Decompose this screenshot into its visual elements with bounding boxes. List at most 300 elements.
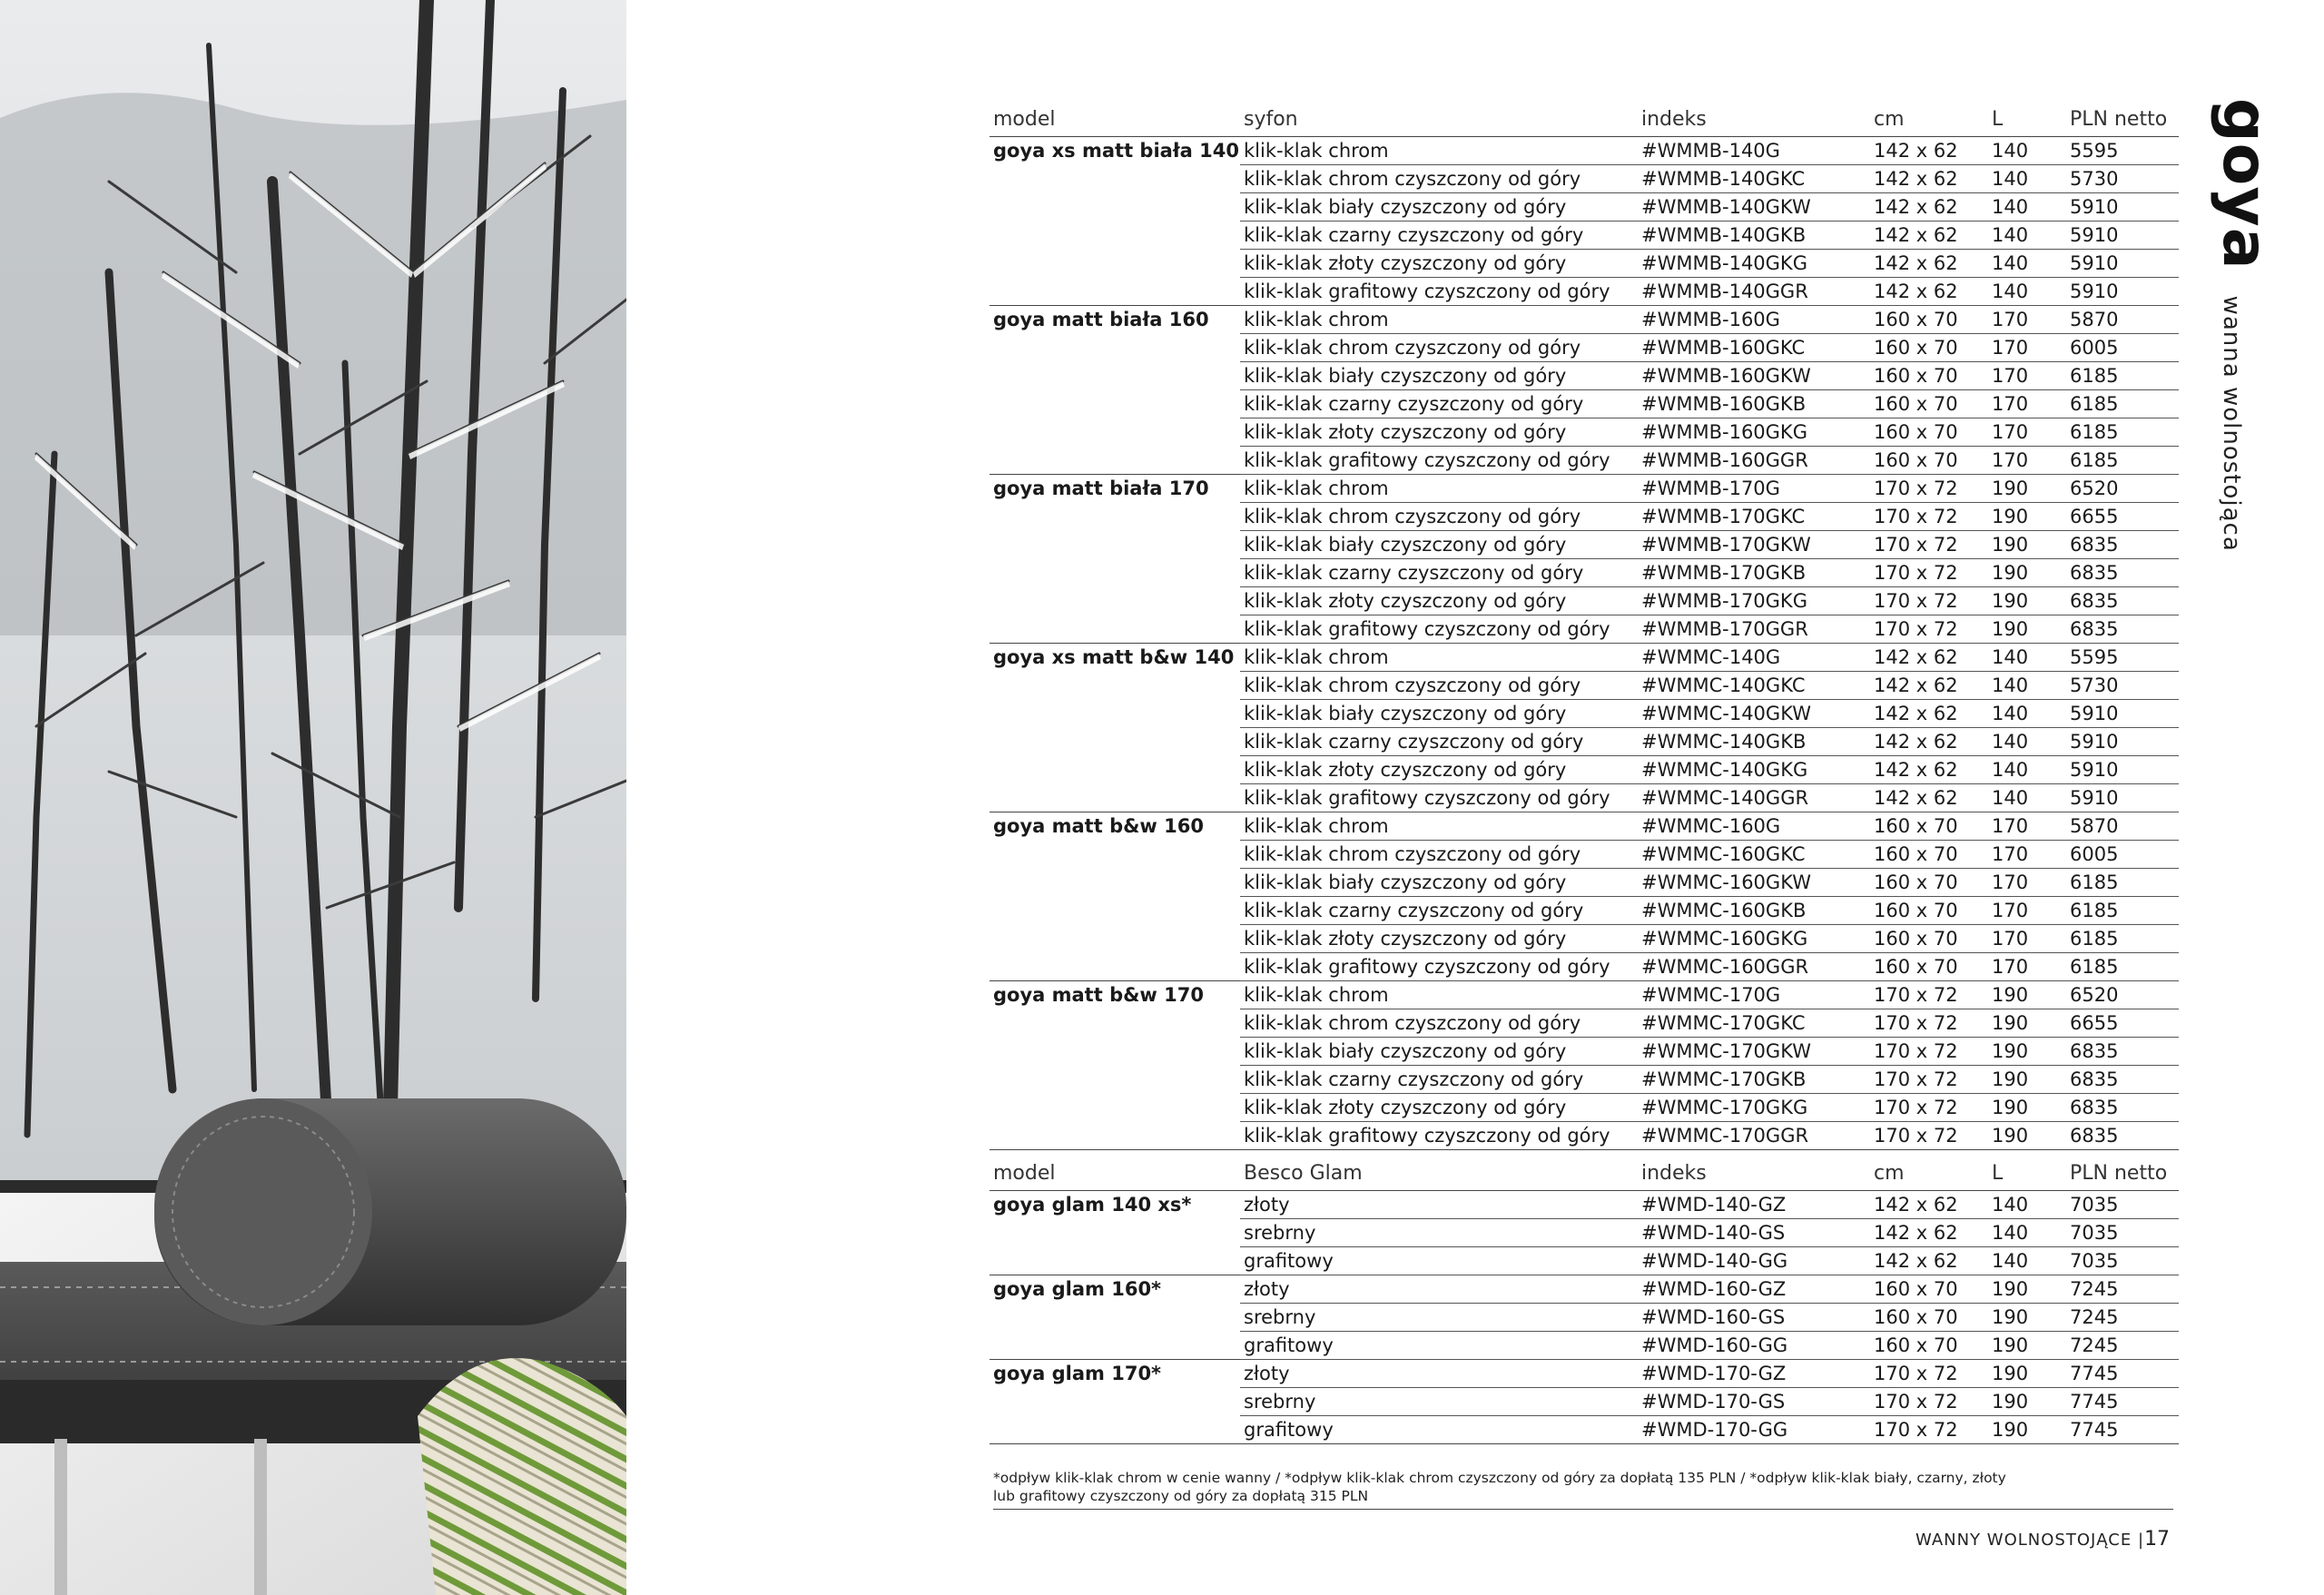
index-cell: #WMMC-140GKB: [1638, 728, 1870, 756]
volume-cell: 170: [1988, 925, 2066, 953]
model-cell: [990, 1219, 1240, 1247]
index-cell: #WMMB-140GGR: [1638, 278, 1870, 306]
index-cell: #WMMC-160GGR: [1638, 953, 1870, 981]
table-row: [990, 1304, 2179, 1332]
price-cell: 6005: [2066, 334, 2179, 362]
index-cell: #WMMC-160GKG: [1638, 925, 1870, 953]
syfon-cell: grafitowy: [1240, 1247, 1638, 1275]
size-cell: 142 x 62: [1870, 1191, 1988, 1219]
table-row: [990, 615, 2179, 644]
volume-cell: 140: [1988, 137, 2066, 165]
index-cell: #WMMB-140GKC: [1638, 165, 1870, 193]
volume-cell: 190: [1988, 1009, 2066, 1038]
table-row: [990, 812, 2179, 841]
index-cell: #WMMC-160GKB: [1638, 897, 1870, 925]
size-cell: 170 x 72: [1870, 981, 1988, 1009]
index-cell: #WMMC-160GKW: [1638, 869, 1870, 897]
syfon-cell: złoty: [1240, 1360, 1638, 1388]
table-row: [990, 390, 2179, 418]
table-row: [990, 756, 2179, 784]
syfon-cell: klik-klak złoty czyszczony od góry: [1240, 418, 1638, 447]
size-cell: 170 x 72: [1870, 615, 1988, 644]
footnote-line-1: *odpływ klik-klak chrom w cenie wanny / *odpływ klik-klak chrom czyszczony od góry za dopłatą 135 PLN / *odpływ klik-klak biały, czarny, złoty: [993, 1470, 2006, 1486]
price-cell: 7035: [2066, 1219, 2179, 1247]
price-cell: 6655: [2066, 503, 2179, 531]
column-header: Besco Glam: [1240, 1157, 1638, 1191]
syfon-cell: klik-klak złoty czyszczony od góry: [1240, 1094, 1638, 1122]
table-row: [990, 503, 2179, 531]
syfon-cell: grafitowy: [1240, 1416, 1638, 1444]
model-cell: [990, 925, 1240, 953]
price-cell: 5910: [2066, 756, 2179, 784]
volume-cell: 140: [1988, 672, 2066, 700]
price-cell: 6835: [2066, 1066, 2179, 1094]
index-cell: #WMD-170-GS: [1638, 1388, 1870, 1416]
volume-cell: 140: [1988, 193, 2066, 222]
index-cell: #WMMC-140GGR: [1638, 784, 1870, 812]
index-cell: #WMMB-160GKG: [1638, 418, 1870, 447]
table-row: [990, 1247, 2179, 1275]
size-cell: 160 x 70: [1870, 841, 1988, 869]
size-cell: 170 x 72: [1870, 503, 1988, 531]
volume-cell: 140: [1988, 644, 2066, 672]
size-cell: 170 x 72: [1870, 1094, 1988, 1122]
table-row: [990, 278, 2179, 306]
volume-cell: 140: [1988, 1219, 2066, 1247]
price-cell: 6835: [2066, 587, 2179, 615]
index-cell: #WMD-160-GS: [1638, 1304, 1870, 1332]
size-cell: 160 x 70: [1870, 447, 1988, 475]
price-cell: 6835: [2066, 531, 2179, 559]
price-cell: 5595: [2066, 137, 2179, 165]
brand-subtitle: wanna wolnostojąca: [2218, 295, 2245, 552]
syfon-cell: klik-klak grafitowy czyszczony od góry: [1240, 1122, 1638, 1150]
table-row: [990, 334, 2179, 362]
size-cell: 160 x 70: [1870, 897, 1988, 925]
table-row: [990, 644, 2179, 672]
price-cell: 7745: [2066, 1416, 2179, 1444]
table-row: [990, 1275, 2179, 1304]
syfon-cell: klik-klak chrom czyszczony od góry: [1240, 165, 1638, 193]
index-cell: #WMMC-140GKG: [1638, 756, 1870, 784]
price-cell: 5910: [2066, 250, 2179, 278]
volume-cell: 170: [1988, 841, 2066, 869]
syfon-cell: klik-klak złoty czyszczony od góry: [1240, 587, 1638, 615]
syfon-cell: klik-klak biały czyszczony od góry: [1240, 362, 1638, 390]
model-cell: [990, 1038, 1240, 1066]
model-cell: goya matt b&w 160: [990, 812, 1240, 841]
table-row: [990, 531, 2179, 559]
size-cell: 160 x 70: [1870, 1304, 1988, 1332]
table-row: [990, 362, 2179, 390]
volume-cell: 140: [1988, 250, 2066, 278]
syfon-cell: klik-klak grafitowy czyszczony od góry: [1240, 784, 1638, 812]
size-cell: 160 x 70: [1870, 869, 1988, 897]
syfon-cell: klik-klak chrom czyszczony od góry: [1240, 334, 1638, 362]
price-cell: 6835: [2066, 559, 2179, 587]
size-cell: 142 x 62: [1870, 278, 1988, 306]
model-cell: [990, 1416, 1240, 1444]
model-cell: [990, 362, 1240, 390]
table-row: [990, 1416, 2179, 1444]
volume-cell: 170: [1988, 953, 2066, 981]
size-cell: 160 x 70: [1870, 925, 1988, 953]
syfon-cell: złoty: [1240, 1275, 1638, 1304]
column-header: L: [1988, 103, 2066, 137]
model-cell: [990, 250, 1240, 278]
table-row: [990, 869, 2179, 897]
column-header: indeks: [1638, 1157, 1870, 1191]
size-cell: 142 x 62: [1870, 728, 1988, 756]
model-cell: [990, 1009, 1240, 1038]
model-cell: [990, 953, 1240, 981]
table-row: [990, 1066, 2179, 1094]
model-cell: [990, 278, 1240, 306]
volume-cell: 140: [1988, 700, 2066, 728]
volume-cell: 190: [1988, 1038, 2066, 1066]
index-cell: #WMMC-170GKC: [1638, 1009, 1870, 1038]
volume-cell: 190: [1988, 981, 2066, 1009]
column-header: L: [1988, 1157, 2066, 1191]
price-cell: 7745: [2066, 1360, 2179, 1388]
volume-cell: 190: [1988, 1304, 2066, 1332]
model-cell: [990, 503, 1240, 531]
table-row: [990, 193, 2179, 222]
price-cell: 5870: [2066, 306, 2179, 334]
syfon-cell: klik-klak grafitowy czyszczony od góry: [1240, 278, 1638, 306]
index-cell: #WMMC-170GKW: [1638, 1038, 1870, 1066]
model-cell: goya matt biała 170: [990, 475, 1240, 503]
volume-cell: 190: [1988, 1388, 2066, 1416]
table-row: [990, 1038, 2179, 1066]
index-cell: #WMD-160-GG: [1638, 1332, 1870, 1360]
price-cell: 5730: [2066, 165, 2179, 193]
table-row: [990, 1360, 2179, 1388]
index-cell: #WMMB-140GKB: [1638, 222, 1870, 250]
price-cell: 7035: [2066, 1247, 2179, 1275]
volume-cell: 190: [1988, 503, 2066, 531]
size-cell: 170 x 72: [1870, 587, 1988, 615]
model-cell: [990, 165, 1240, 193]
model-cell: [990, 615, 1240, 644]
index-cell: #WMMC-170GKG: [1638, 1094, 1870, 1122]
model-cell: [990, 841, 1240, 869]
price-cell: 6005: [2066, 841, 2179, 869]
index-cell: #WMD-170-GZ: [1638, 1360, 1870, 1388]
price-cell: 5910: [2066, 193, 2179, 222]
syfon-cell: klik-klak grafitowy czyszczony od góry: [1240, 615, 1638, 644]
size-cell: 170 x 72: [1870, 1360, 1988, 1388]
volume-cell: 190: [1988, 1066, 2066, 1094]
volume-cell: 190: [1988, 615, 2066, 644]
winter-forest-photo: [0, 0, 626, 1595]
volume-cell: 170: [1988, 362, 2066, 390]
syfon-cell: klik-klak czarny czyszczony od góry: [1240, 897, 1638, 925]
model-cell: goya glam 160*: [990, 1275, 1240, 1304]
syfon-cell: grafitowy: [1240, 1332, 1638, 1360]
size-cell: 170 x 72: [1870, 1038, 1988, 1066]
footer-section: WANNY WOLNOSTOJĄCE: [1915, 1531, 2132, 1550]
size-cell: 142 x 62: [1870, 222, 1988, 250]
model-cell: goya xs matt biała 140: [990, 137, 1240, 165]
syfon-cell: srebrny: [1240, 1219, 1638, 1247]
syfon-cell: klik-klak biały czyszczony od góry: [1240, 700, 1638, 728]
size-cell: 142 x 62: [1870, 250, 1988, 278]
index-cell: #WMD-170-GG: [1638, 1416, 1870, 1444]
price-cell: 5910: [2066, 222, 2179, 250]
syfon-cell: srebrny: [1240, 1304, 1638, 1332]
volume-cell: 140: [1988, 784, 2066, 812]
price-cell: 5730: [2066, 672, 2179, 700]
syfon-cell: klik-klak chrom: [1240, 306, 1638, 334]
model-cell: [990, 1247, 1240, 1275]
model-cell: [990, 1332, 1240, 1360]
index-cell: #WMMB-160G: [1638, 306, 1870, 334]
volume-cell: 170: [1988, 418, 2066, 447]
volume-cell: 190: [1988, 587, 2066, 615]
size-cell: 142 x 62: [1870, 644, 1988, 672]
price-cell: 7245: [2066, 1275, 2179, 1304]
size-cell: 170 x 72: [1870, 531, 1988, 559]
size-cell: 170 x 72: [1870, 1066, 1988, 1094]
model-cell: [990, 418, 1240, 447]
syfon-cell: klik-klak czarny czyszczony od góry: [1240, 728, 1638, 756]
model-cell: goya matt b&w 170: [990, 981, 1240, 1009]
index-cell: #WMMB-170GKB: [1638, 559, 1870, 587]
volume-cell: 190: [1988, 1416, 2066, 1444]
model-cell: goya xs matt b&w 140: [990, 644, 1240, 672]
side-title: [2209, 98, 2280, 552]
table-row: [990, 137, 2179, 165]
index-cell: #WMMC-140G: [1638, 644, 1870, 672]
syfon-cell: klik-klak czarny czyszczony od góry: [1240, 222, 1638, 250]
table-row: [990, 925, 2179, 953]
price-cell: 6185: [2066, 447, 2179, 475]
model-cell: [990, 587, 1240, 615]
index-cell: #WMD-160-GZ: [1638, 1275, 1870, 1304]
syfon-cell: klik-klak chrom czyszczony od góry: [1240, 1009, 1638, 1038]
size-cell: 142 x 62: [1870, 165, 1988, 193]
syfon-cell: klik-klak złoty czyszczony od góry: [1240, 250, 1638, 278]
size-cell: 160 x 70: [1870, 812, 1988, 841]
index-cell: #WMMB-140GKG: [1638, 250, 1870, 278]
index-cell: #WMD-140-GZ: [1638, 1191, 1870, 1219]
index-cell: #WMMB-160GKB: [1638, 390, 1870, 418]
syfon-cell: klik-klak czarny czyszczony od góry: [1240, 1066, 1638, 1094]
model-cell: [990, 222, 1240, 250]
price-cell: 7035: [2066, 1191, 2179, 1219]
size-cell: 160 x 70: [1870, 1275, 1988, 1304]
volume-cell: 170: [1988, 334, 2066, 362]
index-cell: #WMMC-160GKC: [1638, 841, 1870, 869]
size-cell: 160 x 70: [1870, 362, 1988, 390]
price-cell: 7245: [2066, 1332, 2179, 1360]
price-cell: 6835: [2066, 1038, 2179, 1066]
volume-cell: 140: [1988, 756, 2066, 784]
volume-cell: 190: [1988, 1332, 2066, 1360]
column-header: indeks: [1638, 103, 1870, 137]
price-cell: 6835: [2066, 615, 2179, 644]
size-cell: 142 x 62: [1870, 700, 1988, 728]
syfon-cell: klik-klak złoty czyszczony od góry: [1240, 756, 1638, 784]
model-cell: [990, 1066, 1240, 1094]
volume-cell: 170: [1988, 447, 2066, 475]
volume-cell: 190: [1988, 1094, 2066, 1122]
size-cell: 160 x 70: [1870, 306, 1988, 334]
index-cell: #WMMB-160GKW: [1638, 362, 1870, 390]
volume-cell: 170: [1988, 812, 2066, 841]
footnote-line-2: lub grafitowy czyszczony od góry za dopłatą 315 PLN: [993, 1488, 1369, 1504]
syfon-cell: klik-klak grafitowy czyszczony od góry: [1240, 447, 1638, 475]
column-header: PLN netto: [2066, 1157, 2179, 1191]
price-cell: 6185: [2066, 362, 2179, 390]
model-cell: [990, 1094, 1240, 1122]
model-cell: [990, 728, 1240, 756]
size-cell: 142 x 62: [1870, 1219, 1988, 1247]
index-cell: #WMMB-170GKW: [1638, 531, 1870, 559]
price-cell: 6185: [2066, 418, 2179, 447]
model-cell: goya glam 140 xs*: [990, 1191, 1240, 1219]
size-cell: 142 x 62: [1870, 137, 1988, 165]
size-cell: 160 x 70: [1870, 390, 1988, 418]
volume-cell: 190: [1988, 1122, 2066, 1150]
volume-cell: 190: [1988, 1360, 2066, 1388]
column-header: cm: [1870, 103, 1988, 137]
table-row: [990, 700, 2179, 728]
price-cell: 6185: [2066, 953, 2179, 981]
volume-cell: 140: [1988, 728, 2066, 756]
index-cell: #WMD-140-GS: [1638, 1219, 1870, 1247]
size-cell: 160 x 70: [1870, 418, 1988, 447]
size-cell: 160 x 70: [1870, 334, 1988, 362]
size-cell: 170 x 72: [1870, 1388, 1988, 1416]
size-cell: 142 x 62: [1870, 1247, 1988, 1275]
syfon-cell: klik-klak chrom: [1240, 137, 1638, 165]
model-cell: [990, 784, 1240, 812]
syfon-cell: klik-klak czarny czyszczony od góry: [1240, 559, 1638, 587]
table-row: [990, 250, 2179, 278]
price-cell: 6185: [2066, 390, 2179, 418]
model-cell: [990, 700, 1240, 728]
size-cell: 142 x 62: [1870, 672, 1988, 700]
volume-cell: 190: [1988, 559, 2066, 587]
table-row: [990, 475, 2179, 503]
column-header: PLN netto: [2066, 103, 2179, 137]
model-cell: [990, 756, 1240, 784]
size-cell: 170 x 72: [1870, 475, 1988, 503]
syfon-cell: klik-klak chrom: [1240, 475, 1638, 503]
price-cell: 5910: [2066, 728, 2179, 756]
price-cell: 6185: [2066, 869, 2179, 897]
syfon-cell: klik-klak chrom czyszczony od góry: [1240, 672, 1638, 700]
price-cell: 6835: [2066, 1094, 2179, 1122]
volume-cell: 140: [1988, 222, 2066, 250]
footer-separator: |: [2137, 1531, 2145, 1550]
size-cell: 170 x 72: [1870, 1122, 1988, 1150]
price-cell: 5595: [2066, 644, 2179, 672]
page-footer: [1915, 1528, 2170, 1551]
size-cell: 160 x 70: [1870, 953, 1988, 981]
syfon-cell: srebrny: [1240, 1388, 1638, 1416]
index-cell: #WMMC-170GGR: [1638, 1122, 1870, 1150]
volume-cell: 190: [1988, 1275, 2066, 1304]
index-cell: #WMMB-160GGR: [1638, 447, 1870, 475]
index-cell: #WMMC-170G: [1638, 981, 1870, 1009]
index-cell: #WMMC-160G: [1638, 812, 1870, 841]
table-row: [990, 587, 2179, 615]
syfon-cell: klik-klak biały czyszczony od góry: [1240, 1038, 1638, 1066]
model-cell: [990, 1388, 1240, 1416]
volume-cell: 170: [1988, 390, 2066, 418]
volume-cell: 170: [1988, 897, 2066, 925]
volume-cell: 190: [1988, 531, 2066, 559]
size-cell: 170 x 72: [1870, 1416, 1988, 1444]
volume-cell: 140: [1988, 1247, 2066, 1275]
table-row: [990, 1191, 2179, 1219]
table-row: [990, 447, 2179, 475]
table-row: [990, 1388, 2179, 1416]
model-cell: [990, 531, 1240, 559]
syfon-cell: klik-klak biały czyszczony od góry: [1240, 531, 1638, 559]
syfon-cell: klik-klak chrom: [1240, 981, 1638, 1009]
index-cell: #WMMB-170GKG: [1638, 587, 1870, 615]
table-row: [990, 1122, 2179, 1150]
syfon-cell: klik-klak biały czyszczony od góry: [1240, 869, 1638, 897]
syfon-cell: klik-klak chrom: [1240, 644, 1638, 672]
table-row: [990, 418, 2179, 447]
size-cell: 142 x 62: [1870, 756, 1988, 784]
table-row: [990, 953, 2179, 981]
table-row: [990, 981, 2179, 1009]
index-cell: #WMMC-170GKB: [1638, 1066, 1870, 1094]
price-cell: 5910: [2066, 278, 2179, 306]
syfon-cell: klik-klak chrom czyszczony od góry: [1240, 841, 1638, 869]
price-cell: 5870: [2066, 812, 2179, 841]
model-cell: goya glam 170*: [990, 1360, 1240, 1388]
table-row: [990, 165, 2179, 193]
index-cell: #WMMB-170GGR: [1638, 615, 1870, 644]
table-row: [990, 841, 2179, 869]
price-table-besco-glam: [990, 1157, 2179, 1444]
column-header: model: [990, 103, 1240, 137]
model-cell: [990, 334, 1240, 362]
table-row: [990, 1009, 2179, 1038]
size-cell: 170 x 72: [1870, 559, 1988, 587]
price-table: [990, 103, 2179, 1444]
syfon-cell: klik-klak grafitowy czyszczony od góry: [1240, 953, 1638, 981]
column-header: model: [990, 1157, 1240, 1191]
syfon-cell: klik-klak czarny czyszczony od góry: [1240, 390, 1638, 418]
syfon-cell: klik-klak chrom czyszczony od góry: [1240, 503, 1638, 531]
price-cell: 6655: [2066, 1009, 2179, 1038]
index-cell: #WMMB-140G: [1638, 137, 1870, 165]
volume-cell: 170: [1988, 869, 2066, 897]
footnote: [993, 1469, 2173, 1510]
table-row: [990, 784, 2179, 812]
index-cell: #WMMC-140GKW: [1638, 700, 1870, 728]
model-cell: [990, 1304, 1240, 1332]
price-cell: 5910: [2066, 700, 2179, 728]
syfon-cell: klik-klak złoty czyszczony od góry: [1240, 925, 1638, 953]
table-row: [990, 897, 2179, 925]
price-cell: 7245: [2066, 1304, 2179, 1332]
model-cell: [990, 897, 1240, 925]
price-cell: 6520: [2066, 981, 2179, 1009]
index-cell: #WMMB-140GKW: [1638, 193, 1870, 222]
price-cell: 5910: [2066, 784, 2179, 812]
price-cell: 6835: [2066, 1122, 2179, 1150]
index-cell: #WMD-140-GG: [1638, 1247, 1870, 1275]
